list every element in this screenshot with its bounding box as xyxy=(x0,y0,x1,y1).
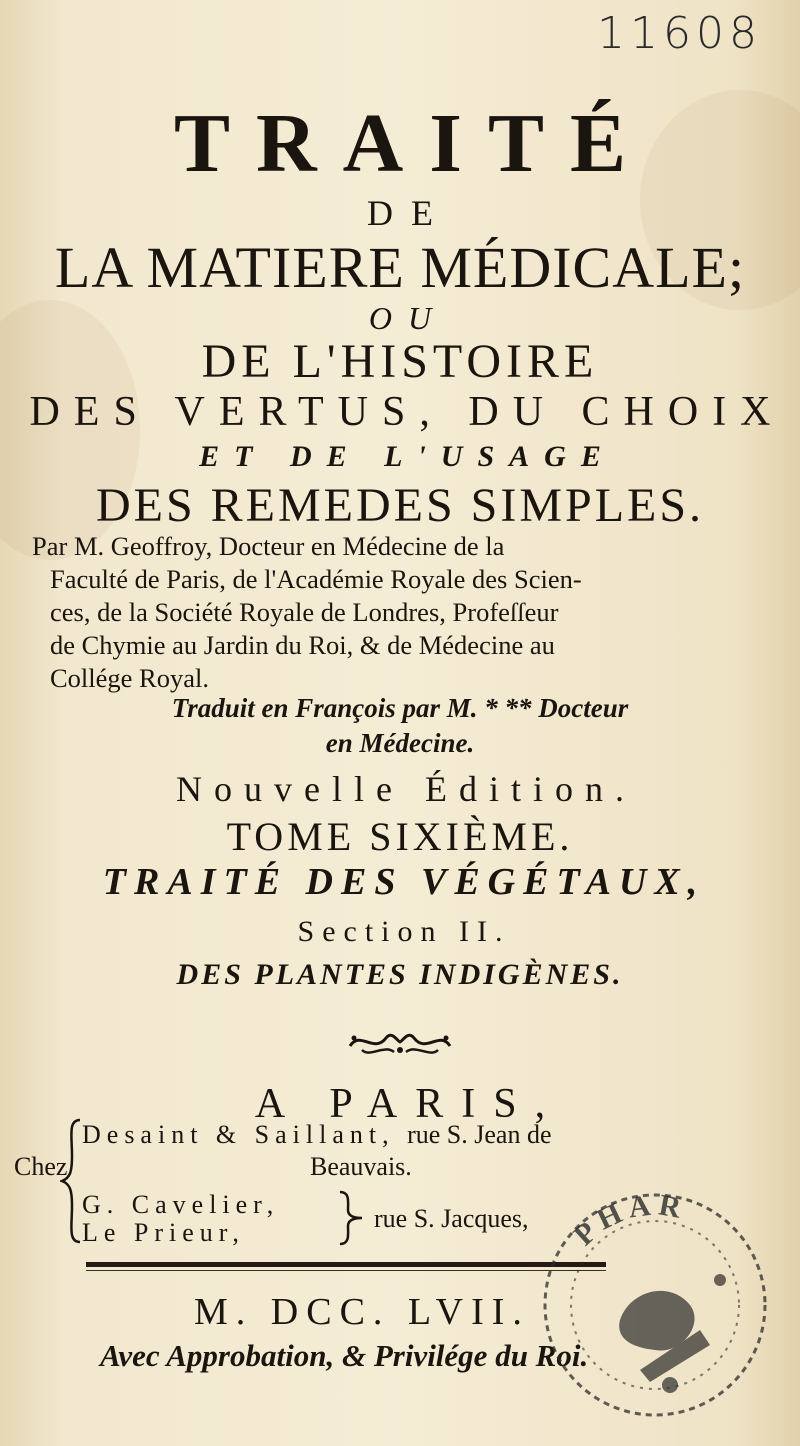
imprint-city: A PARIS, xyxy=(254,1081,564,1127)
svg-text:PHAR xyxy=(567,1188,689,1252)
title-vertus: DES VERTUS, DU CHOIX xyxy=(29,389,785,435)
author-line: de Chymie au Jardin du Roi, & de Médecine au xyxy=(50,630,555,660)
left-brace xyxy=(60,1116,82,1246)
title-subject: LA MATIERE MÉDICALE; xyxy=(54,235,746,300)
title-ou: OU xyxy=(368,300,448,336)
publishers-address: rue S. Jacques, xyxy=(374,1204,529,1233)
title-remedes: DES REMEDES SIMPLES. xyxy=(95,479,705,532)
author-line: Collége Royal. xyxy=(50,663,209,693)
main-title: TRAITÉ xyxy=(173,97,653,190)
catalog-number: 11608 xyxy=(597,8,762,59)
publisher-prieur: Le Prieur, xyxy=(82,1218,245,1247)
translation-line: Traduit en François par M. * ** Docteur xyxy=(171,693,629,723)
imprint-chez: Chez xyxy=(14,1152,68,1181)
tome-label: TOME SIXIÈME. xyxy=(226,814,574,859)
translation-line: en Médecine. xyxy=(325,728,475,758)
title-usage: ET DE L'USAGE xyxy=(199,440,616,473)
privilege-line: Avec Approbation, & Privilége du Roi. xyxy=(100,1338,589,1373)
publisher-address: Beauvais. xyxy=(310,1152,412,1181)
title-histoire: DE L'HISTOIRE xyxy=(201,335,599,388)
author-line: Par M. Geoffroy, Docteur en Médecine de la xyxy=(32,531,505,561)
author-line: Faculté de Paris, de l'Académie Royale des Scien- xyxy=(50,564,582,594)
volume-title: TRAITÉ DES VÉGÉTAUX, xyxy=(102,861,706,903)
publisher-address: rue S. Jean de xyxy=(407,1120,552,1149)
publisher-cavelier: G. Cavelier, xyxy=(82,1190,280,1219)
section-label: Section II. xyxy=(297,915,511,948)
edition-label: Nouvelle Édition. xyxy=(176,769,636,809)
section-title: DES PLANTES INDIGÈNES. xyxy=(176,958,624,991)
author-line: ces, de la Société Royale de Londres, Profeſſeur xyxy=(50,597,559,627)
printers-ornament xyxy=(340,1024,460,1060)
publication-date: M. DCC. LVII. xyxy=(194,1291,530,1333)
author-block xyxy=(32,530,672,695)
stamp-text: PHAR xyxy=(567,1188,690,1253)
publisher-desaint-saillant xyxy=(82,1120,552,1150)
right-brace xyxy=(336,1188,366,1248)
title-de: DE xyxy=(367,193,451,233)
library-stamp xyxy=(520,1170,790,1440)
publisher-name: Desaint & Saillant, xyxy=(82,1120,395,1149)
